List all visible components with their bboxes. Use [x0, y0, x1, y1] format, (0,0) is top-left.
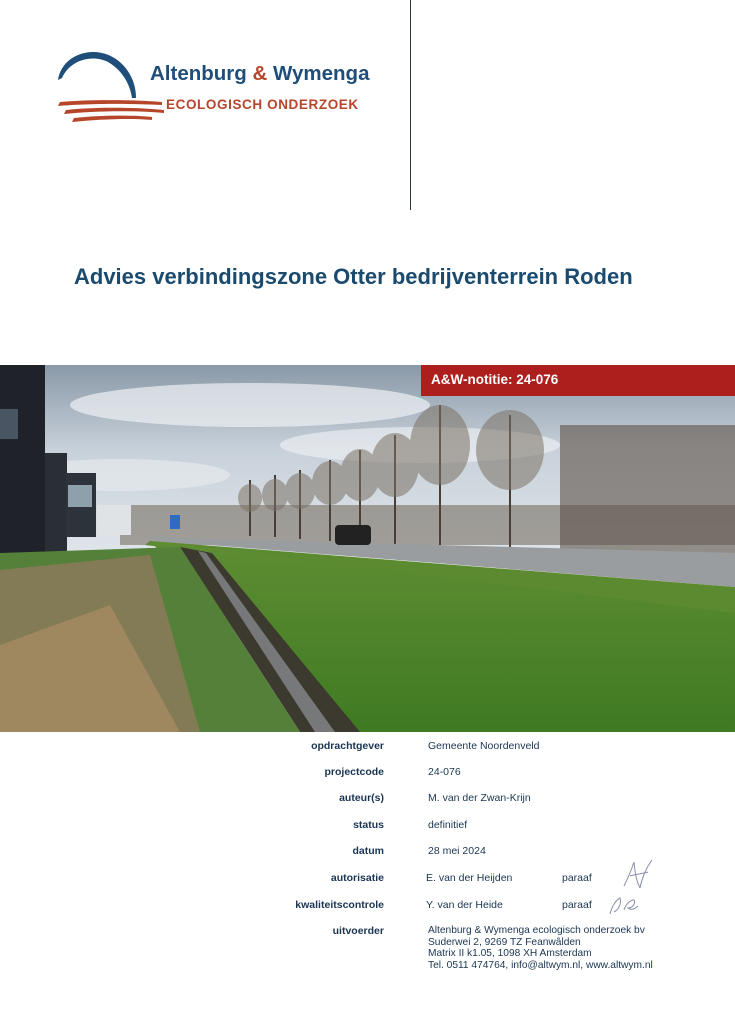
- notitie-badge-text: A&W-notitie: 24-076: [431, 372, 559, 387]
- meta-row-status: [0, 819, 735, 837]
- cover-photo: [0, 365, 735, 732]
- meta-label: kwaliteitscontrole: [295, 899, 384, 911]
- meta-row-auteurs: [0, 792, 735, 810]
- meta-label: auteur(s): [339, 792, 384, 804]
- uitvoerder-address: [428, 925, 653, 971]
- meta-row-opdrachtgever: [0, 740, 735, 758]
- meta-value: 24-076: [428, 766, 461, 778]
- meta-value: Gemeente Noordenveld: [428, 740, 540, 752]
- address-line: Tel. 0511 474764, info@altwym.nl, www.altwym.nl: [428, 959, 653, 971]
- meta-value: Y. van der Heide: [426, 899, 503, 911]
- meta-label: uitvoerder: [332, 925, 384, 937]
- logo-ampersand: &: [252, 62, 268, 85]
- address-line: Matrix II k1.05, 1098 XH Amsterdam: [428, 948, 592, 959]
- meta-value: 28 mei 2024: [428, 845, 486, 857]
- meta-label: opdrachtgever: [311, 740, 384, 752]
- logo-name-part2: Wymenga: [273, 62, 370, 85]
- document-title: Advies verbindingszone Otter bedrijventerrein Roden: [74, 264, 633, 289]
- meta-label: autorisatie: [330, 872, 384, 884]
- header-divider-line: [410, 0, 411, 210]
- meta-value: M. van der Zwan-Krijn: [428, 792, 531, 804]
- logo-wordmark: [150, 62, 369, 86]
- meta-label: datum: [352, 845, 384, 857]
- signature-kwaliteitscontrole: [606, 890, 642, 920]
- meta-value: E. van der Heijden: [426, 872, 513, 884]
- meta-label: status: [353, 819, 384, 831]
- logo-name-part1: Altenburg: [150, 62, 247, 85]
- meta-value: definitief: [428, 819, 468, 831]
- paraaf-label: paraaf: [562, 872, 592, 884]
- logo-subtitle: ECOLOGISCH ONDERZOEK: [166, 97, 359, 112]
- paraaf-label: paraaf: [562, 899, 592, 911]
- company-logo: [52, 44, 392, 130]
- notitie-badge: [421, 365, 735, 396]
- address-line: Suderwei 2, 9269 TZ Feanwâlden: [428, 936, 581, 948]
- signature-autorisatie: [618, 858, 658, 894]
- address-line: Altenburg & Wymenga ecologisch onderzoek bv: [428, 925, 645, 936]
- meta-label: projectcode: [324, 766, 384, 778]
- meta-row-projectcode: [0, 766, 735, 784]
